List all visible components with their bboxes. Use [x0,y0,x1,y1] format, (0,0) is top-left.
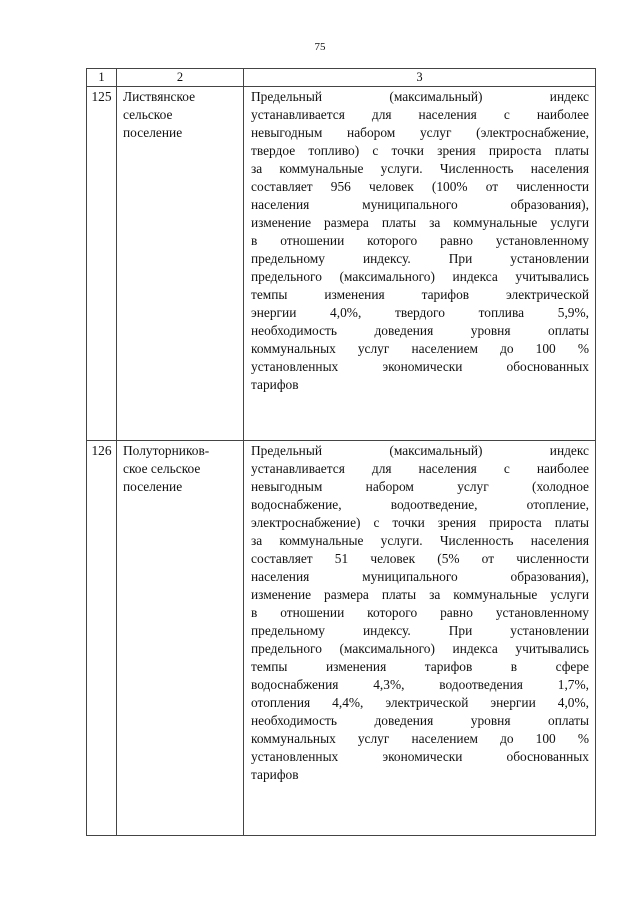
description-line: энергии 4,0%, твердого топлива 5,9%, [251,305,589,320]
description-line: водоснабжения 4,3%, водоотведения 1,7%, [251,677,589,692]
description-line: в отношении которого равно установленному [251,233,589,248]
description-line: коммунальных услуг населением до 100 % [251,731,589,746]
description-line: установленных экономически обоснованных [251,359,589,374]
description-line: предельного (максимального) индекса учитывались [251,641,589,656]
column-header-1: 1 [87,69,117,87]
column-header-3: 3 [244,69,596,87]
description-line: установленных экономически обоснованных [251,749,589,764]
description-line: населения муниципального образования), [251,569,589,584]
description-line: предельного (максимального) индекса учитывались [251,269,589,284]
description-line: электроснабжение) с точки зрения прироста платы [251,515,589,530]
settlement-name [117,441,244,836]
description-line: твердое топливо) с точки зрения прироста платы [251,143,589,158]
description-line: коммунальных услуг населением до 100 % [251,341,589,356]
description-line: в отношении которого равно установленному [251,605,589,620]
description-line: невыгодным набором услуг (холодное [251,479,589,494]
description-line: тарифов [251,767,299,782]
table-row [87,441,596,836]
index-description [244,441,596,836]
settlement-name-line: ское сельское [123,461,201,476]
row-number: 125 [87,87,117,441]
description-line: необходимость доведения уровня оплаты [251,713,589,728]
table-header-row [87,69,596,87]
description-line: за коммунальные услуги. Численность населения [251,161,589,176]
settlement-name-line: поселение [123,125,183,140]
description-line: составляет 51 человек (5% от численности [251,551,589,566]
table-row [87,87,596,441]
description-line: тарифов [251,377,299,392]
description-line: предельному индексу. При установлении [251,623,589,638]
tariff-index-table [86,68,596,836]
description-line: предельному индексу. При установлении [251,251,589,266]
description-line: населения муниципального образования), [251,197,589,212]
settlement-name-line: поселение [123,479,183,494]
description-line: за коммунальные услуги. Численность населения [251,533,589,548]
description-line: устанавливается для населения с наиболее [251,107,589,122]
index-description [244,87,596,441]
description-line: устанавливается для населения с наиболее [251,461,589,476]
settlement-name-line: сельское [123,107,173,122]
settlement-name-line: Полуторников- [123,443,210,458]
description-line: невыгодным набором услуг (электроснабжение, [251,125,589,140]
description-line: водоснабжение, водоотведение, отопление, [251,497,589,512]
settlement-name-line: Листвянское [123,89,196,104]
description-line: изменение размера платы за коммунальные услуги [251,215,589,230]
column-header-2: 2 [117,69,244,87]
description-line: составляет 956 человек (100% от численности [251,179,589,194]
row-number: 126 [87,441,117,836]
description-line: темпы изменения тарифов в сфере [251,659,589,674]
description-line: темпы изменения тарифов электрической [251,287,589,302]
description-line: необходимость доведения уровня оплаты [251,323,589,338]
description-line: изменение размера платы за коммунальные услуги [251,587,589,602]
description-line: Предельный (максимальный) индекс [251,443,589,458]
settlement-name [117,87,244,441]
description-line: отопления 4,4%, электрической энергии 4,0%, [251,695,589,710]
description-line: Предельный (максимальный) индекс [251,89,589,104]
page-number: 75 [314,41,326,53]
